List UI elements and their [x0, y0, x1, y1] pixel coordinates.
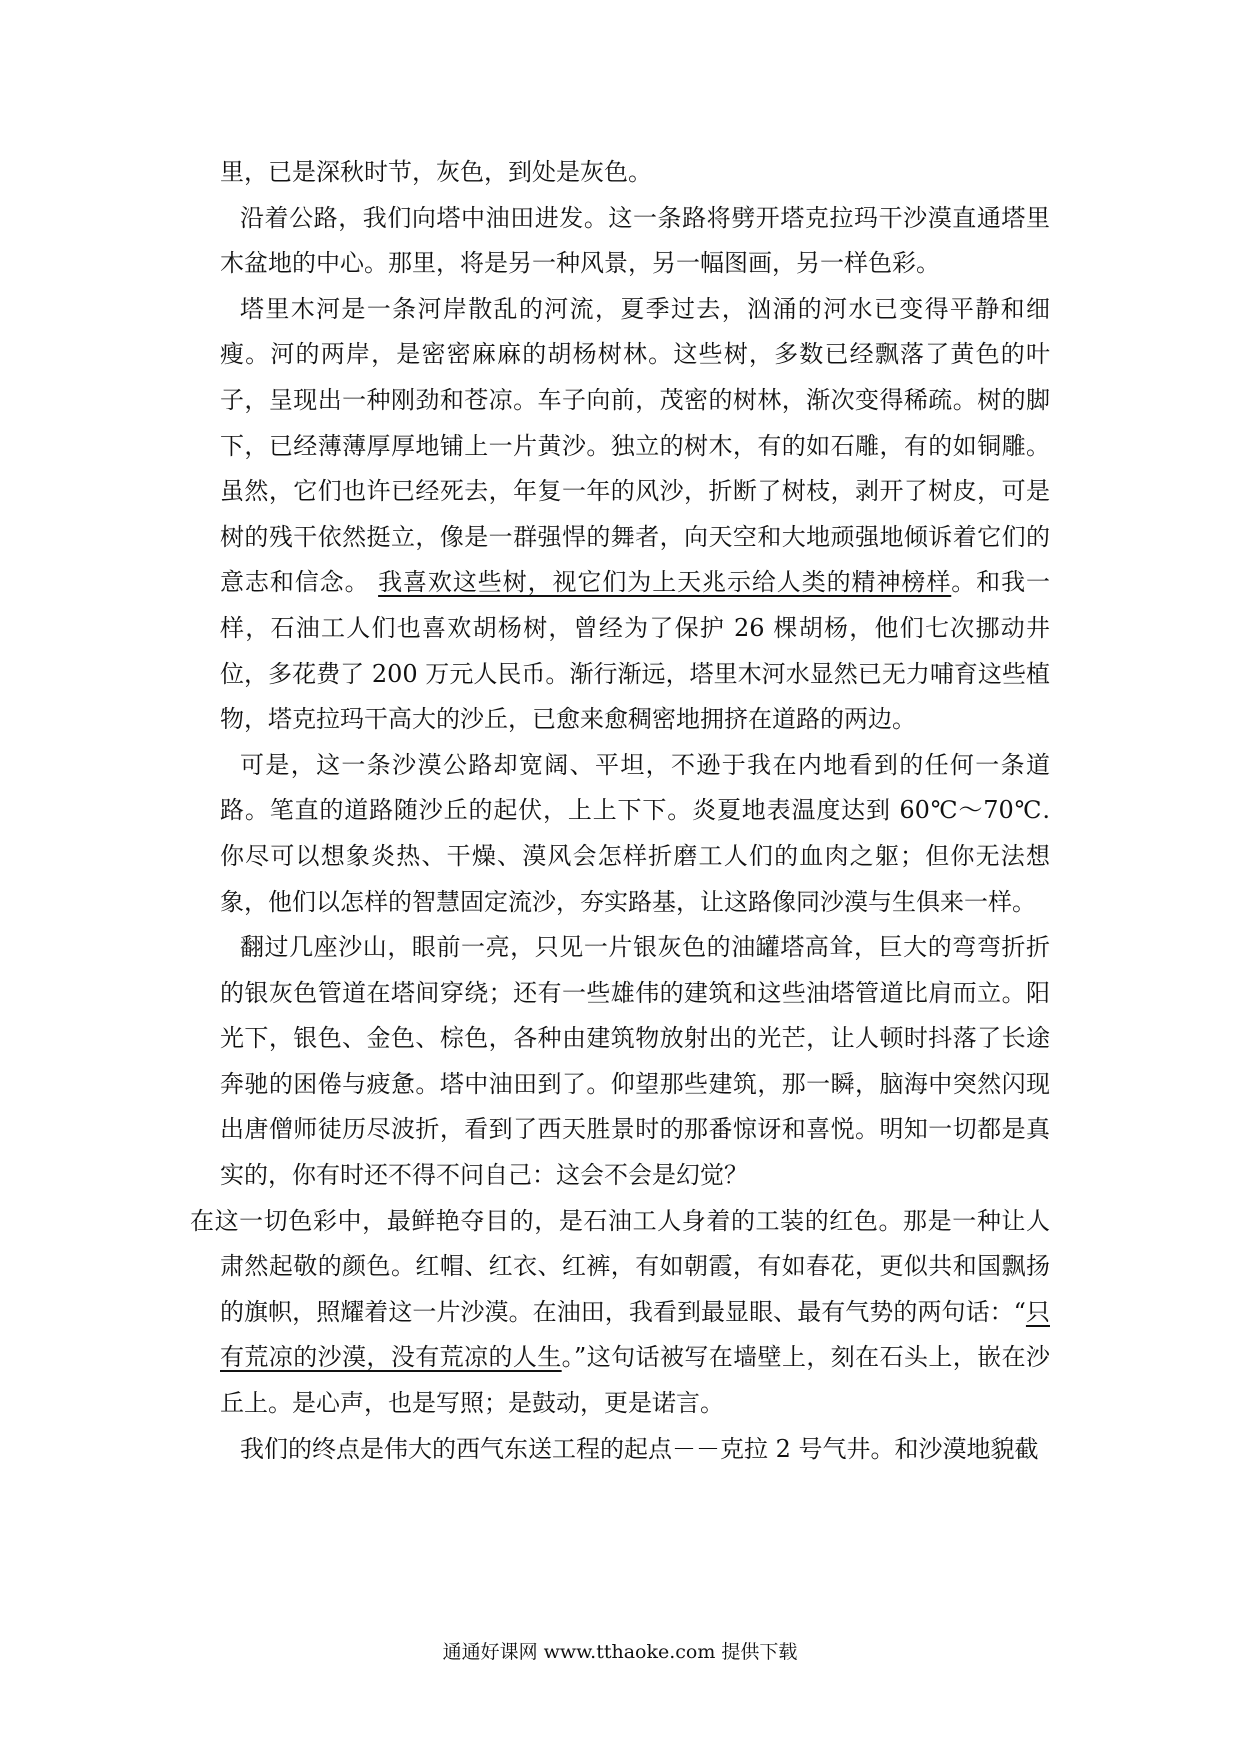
body-text — [190, 150, 1051, 1472]
paragraph-text: 在这一切色彩中，最鲜艳夺目的，是石油工人身着的工装的红色。那是一种让人肃然起敬的颜色。红帽、红衣、红裤，有如朝霞，有如春花，更似共和国飘扬的旗帜，照耀着这一片沙漠。在油田，我看到最显眼、最有气势的两句话：“ — [190, 1206, 1050, 1326]
paragraph-text: 可是，这一条沙漠公路却宽阔、平坦，不逊于我在内地看到的任何一条道路。笔直的道路随沙丘的起伏，上上下下。炎夏地表温度达到 60℃～70℃. 你尽可以想象炎热、干燥、漠风会怎样折磨工人们的血肉之躯；但你无法想象，他们以怎样的智慧固定流沙，夯实路基，让这路像同沙漠与生俱来一样。 — [220, 750, 1050, 916]
paragraph-text: 。和我一样，石油工人们也喜欢胡杨树，曾经为了保护 26 棵胡杨，他们七次挪动井位，多花费了 200 万元人民币。渐行渐远，塔里木河水显然已无力哺育这些植物，塔克拉玛干高大的沙丘，已愈来愈稠密地拥挤在道路的两边。 — [220, 568, 1051, 734]
paragraph-text: 沿着公路，我们向塔中油田进发。这一条路将劈开塔克拉玛干沙漠直通塔里木盆地的中心。那里，将是另一种风景，另一幅图画，另一样色彩。 — [220, 203, 1050, 278]
paragraph — [190, 1199, 1050, 1427]
paragraph — [220, 150, 1050, 196]
paragraph-text: 。”这句话被写在墙壁上，刻在石头上，嵌在沙丘上。是心声，也是写照；是鼓动，更是诺言。 — [220, 1343, 1050, 1418]
paragraph — [220, 1427, 1050, 1473]
page-footer: 通通好课网 www.tthaoke.com 提供下载 — [442, 1641, 798, 1663]
underlined-quote: 只有荒凉的沙漠，没有荒凉的人生 — [220, 1297, 1050, 1372]
paragraph-text: 里，已是深秋时节，灰色，到处是灰色。 — [220, 158, 652, 186]
paragraph — [220, 743, 1050, 925]
paragraph — [220, 196, 1050, 287]
paragraph-text: 我们的终点是伟大的西气东送工程的起点－－克拉 2 号气井。和沙漠地貌截 — [240, 1434, 1039, 1463]
underlined-sentence: 我喜欢这些树，视它们为上天兆示给人类的精神榜样 — [378, 568, 952, 597]
paragraph-text: 塔里木河是一条河岸散乱的河流，夏季过去，汹涌的河水已变得平静和细瘦。河的两岸，是密密麻麻的胡杨树林。这些树，多数已经飘落了黄色的叶子，呈现出一种刚劲和苍凉。车子向前，茂密的树林，渐次变得稀疏。树的脚下，已经薄薄厚厚地铺上一片黄沙。独立的树木，有的如石雕，有的如铜雕。虽然，它们也许已经死去，年复一年的风沙，折断了树枝，剥开了树皮，可是树的残干依然挺立，像是一群强悍的舞者，向天空和大地顽强地倾诉着它们的意志和信念。 — [220, 294, 1050, 597]
paragraph — [220, 925, 1050, 1199]
paragraph — [220, 287, 1050, 743]
paragraph-text: 翻过几座沙山，眼前一亮，只见一片银灰色的油罐塔高耸，巨大的弯弯折折的银灰色管道在塔间穿绕；还有一些雄伟的建筑和这些油塔管道比肩而立。阳光下，银色、金色、棕色，各种由建筑物放射出的光芒，让人顿时抖落了长途奔驰的困倦与疲惫。塔中油田到了。仰望那些建筑，那一瞬，脑海中突然闪现出唐僧师徒历尽波折，看到了西天胜景时的那番惊讶和喜悦。明知一切都是真实的，你有时还不得不问自己：这会不会是幻觉？ — [220, 933, 1050, 1190]
